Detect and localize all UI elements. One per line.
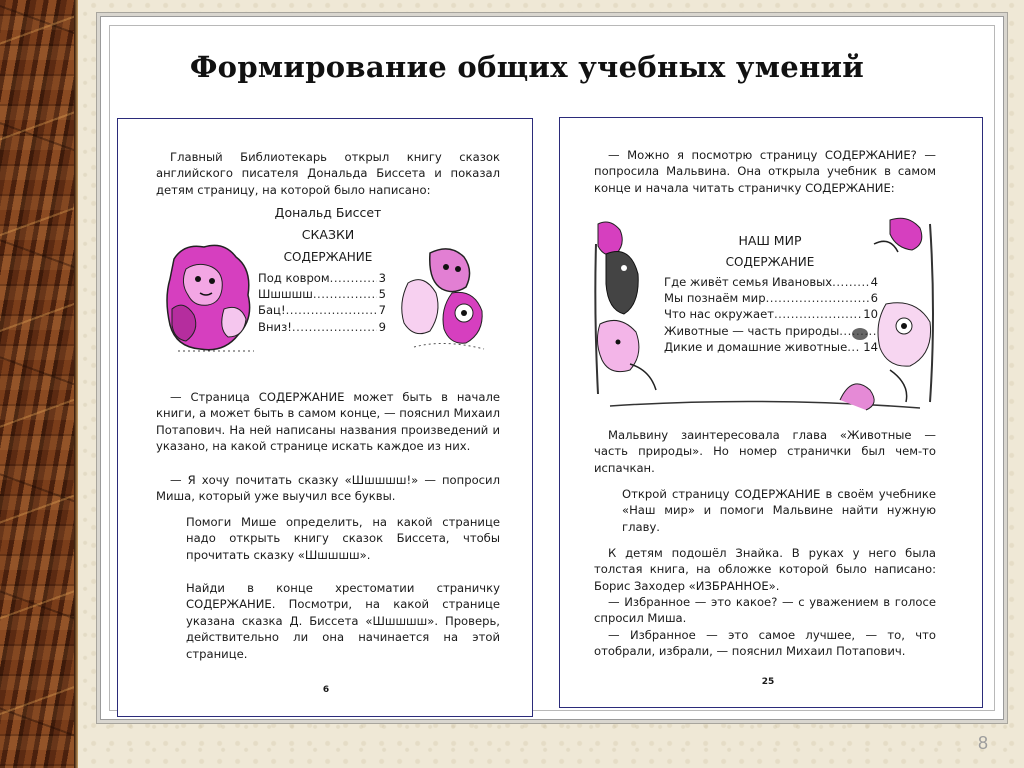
right-para-2: К детям подошёл Знайка. В руках у него была толстая книга, на обложке которой было написано: Борис Заходер «ИЗБРАННОЕ». <box>594 546 936 593</box>
right-book-title: НАШ МИР <box>738 233 802 248</box>
toc-item-name: Дикие и домашние животные <box>664 339 848 354</box>
right-para-1: Мальвину заинтересовала глава «Животные — часть природы». Но номер странички был чем-то испачкан. <box>594 428 936 475</box>
toc-dots <box>832 274 868 290</box>
right-para-3: — Избранное — это какое? — с уважением в голосе спросил Миша. <box>594 595 936 626</box>
toc-dots <box>774 306 861 322</box>
toc-item <box>664 290 878 306</box>
right-intro-text: — Можно я посмотрю страницу СОДЕРЖАНИЕ? — попросила Мальвина. Она открыла учебник в самом конце и начала читать страничку СОДЕРЖАНИЕ: <box>594 148 936 195</box>
toc-item-page: 5 <box>378 287 386 302</box>
toc-item-page: 6 <box>870 291 878 306</box>
left-task-2: Найди в конце хрестоматии страничку СОДЕРЖАНИЕ. Посмотри, на какой странице указана сказка Д. Биссета «Шшшшш». Проверь, действительно ли она начинается на этой странице. <box>186 581 500 661</box>
left-task-1: Помоги Мише определить, на какой странице надо открыть книгу сказок Биссета, чтобы прочитать сказку «Шшшшш». <box>186 515 500 562</box>
book-page-right <box>559 117 983 708</box>
toc-item <box>258 302 386 318</box>
toc-item-page <box>876 323 878 339</box>
left-intro-text: Главный Библиотекарь открыл книгу сказок английского писателя Дональда Биссета и показал детям страницу, на которой было написано: <box>156 150 500 197</box>
toc-item <box>664 323 878 339</box>
toc-item-name: Животные — часть природы <box>664 323 840 338</box>
slide-title: Формирование общих учебных умений <box>189 50 865 84</box>
slide-page-number: 8 <box>977 733 988 753</box>
toc-item-name: Вниз! <box>258 319 292 334</box>
left-toc-list <box>258 270 386 335</box>
toc-item <box>258 270 386 286</box>
toc-dots <box>766 290 869 306</box>
toc-item-page: 14 <box>863 339 878 354</box>
right-contents-heading: СОДЕРЖАНИЕ <box>725 255 815 269</box>
toc-dots <box>286 302 377 318</box>
toc-item-name: Шшшшш <box>258 287 313 302</box>
toc-dots <box>313 286 377 302</box>
left-contents-heading: СОДЕРЖАНИЕ <box>283 250 373 264</box>
right-task-1: Открой страницу СОДЕРЖАНИЕ в своём учебнике «Наш мир» и помоги Мальвине найти нужную главу. <box>622 487 936 534</box>
toc-dots <box>839 323 876 339</box>
toc-item <box>664 339 878 355</box>
toc-item-name: Бац! <box>258 303 286 318</box>
left-para-1: — Страница СОДЕРЖАНИЕ может быть в начале книги, а может быть в самом конце, — пояснил Михаил Потапович. На ней написаны названия произведений и указано, на какой странице искать каждое из них. <box>156 390 500 454</box>
toc-item <box>664 306 878 322</box>
right-para-4: — Избранное — это самое лучшее, — то, что отобрали, избрали, — пояснил Михаил Потапович. <box>594 628 936 659</box>
toc-item <box>258 319 386 335</box>
toc-item-name: Где живёт семья Ивановых <box>664 275 833 289</box>
toc-item-name: Мы познаём мир <box>664 291 766 306</box>
toc-dots <box>292 319 377 335</box>
left-page-number: 6 <box>322 685 330 695</box>
toc-item-name: Что нас окружает <box>664 307 774 322</box>
left-book-author: Дональд Биссет <box>274 205 382 220</box>
toc-item-page: 4 <box>870 275 878 289</box>
toc-dots <box>847 339 861 355</box>
toc-item-page: 7 <box>378 303 386 318</box>
toc-item-page: 10 <box>863 307 878 322</box>
left-book-title: СКАЗКИ <box>301 227 355 242</box>
toc-item-page: 3 <box>378 271 386 285</box>
toc-item <box>258 286 386 302</box>
bear-illustration <box>164 239 260 357</box>
book-page-left <box>117 118 533 717</box>
toc-item-name: Под ковром <box>258 271 330 285</box>
right-page-number: 25 <box>761 677 775 687</box>
characters-illustration <box>394 243 490 359</box>
toc-item <box>664 274 878 290</box>
wood-decor-strip <box>0 0 78 768</box>
toc-dots <box>330 270 377 286</box>
left-para-2: — Я хочу почитать сказку «Шшшшш!» — попросил Миша, который уже выучил все буквы. <box>156 473 500 504</box>
right-toc-list <box>664 274 878 355</box>
toc-item-page: 9 <box>378 319 386 334</box>
